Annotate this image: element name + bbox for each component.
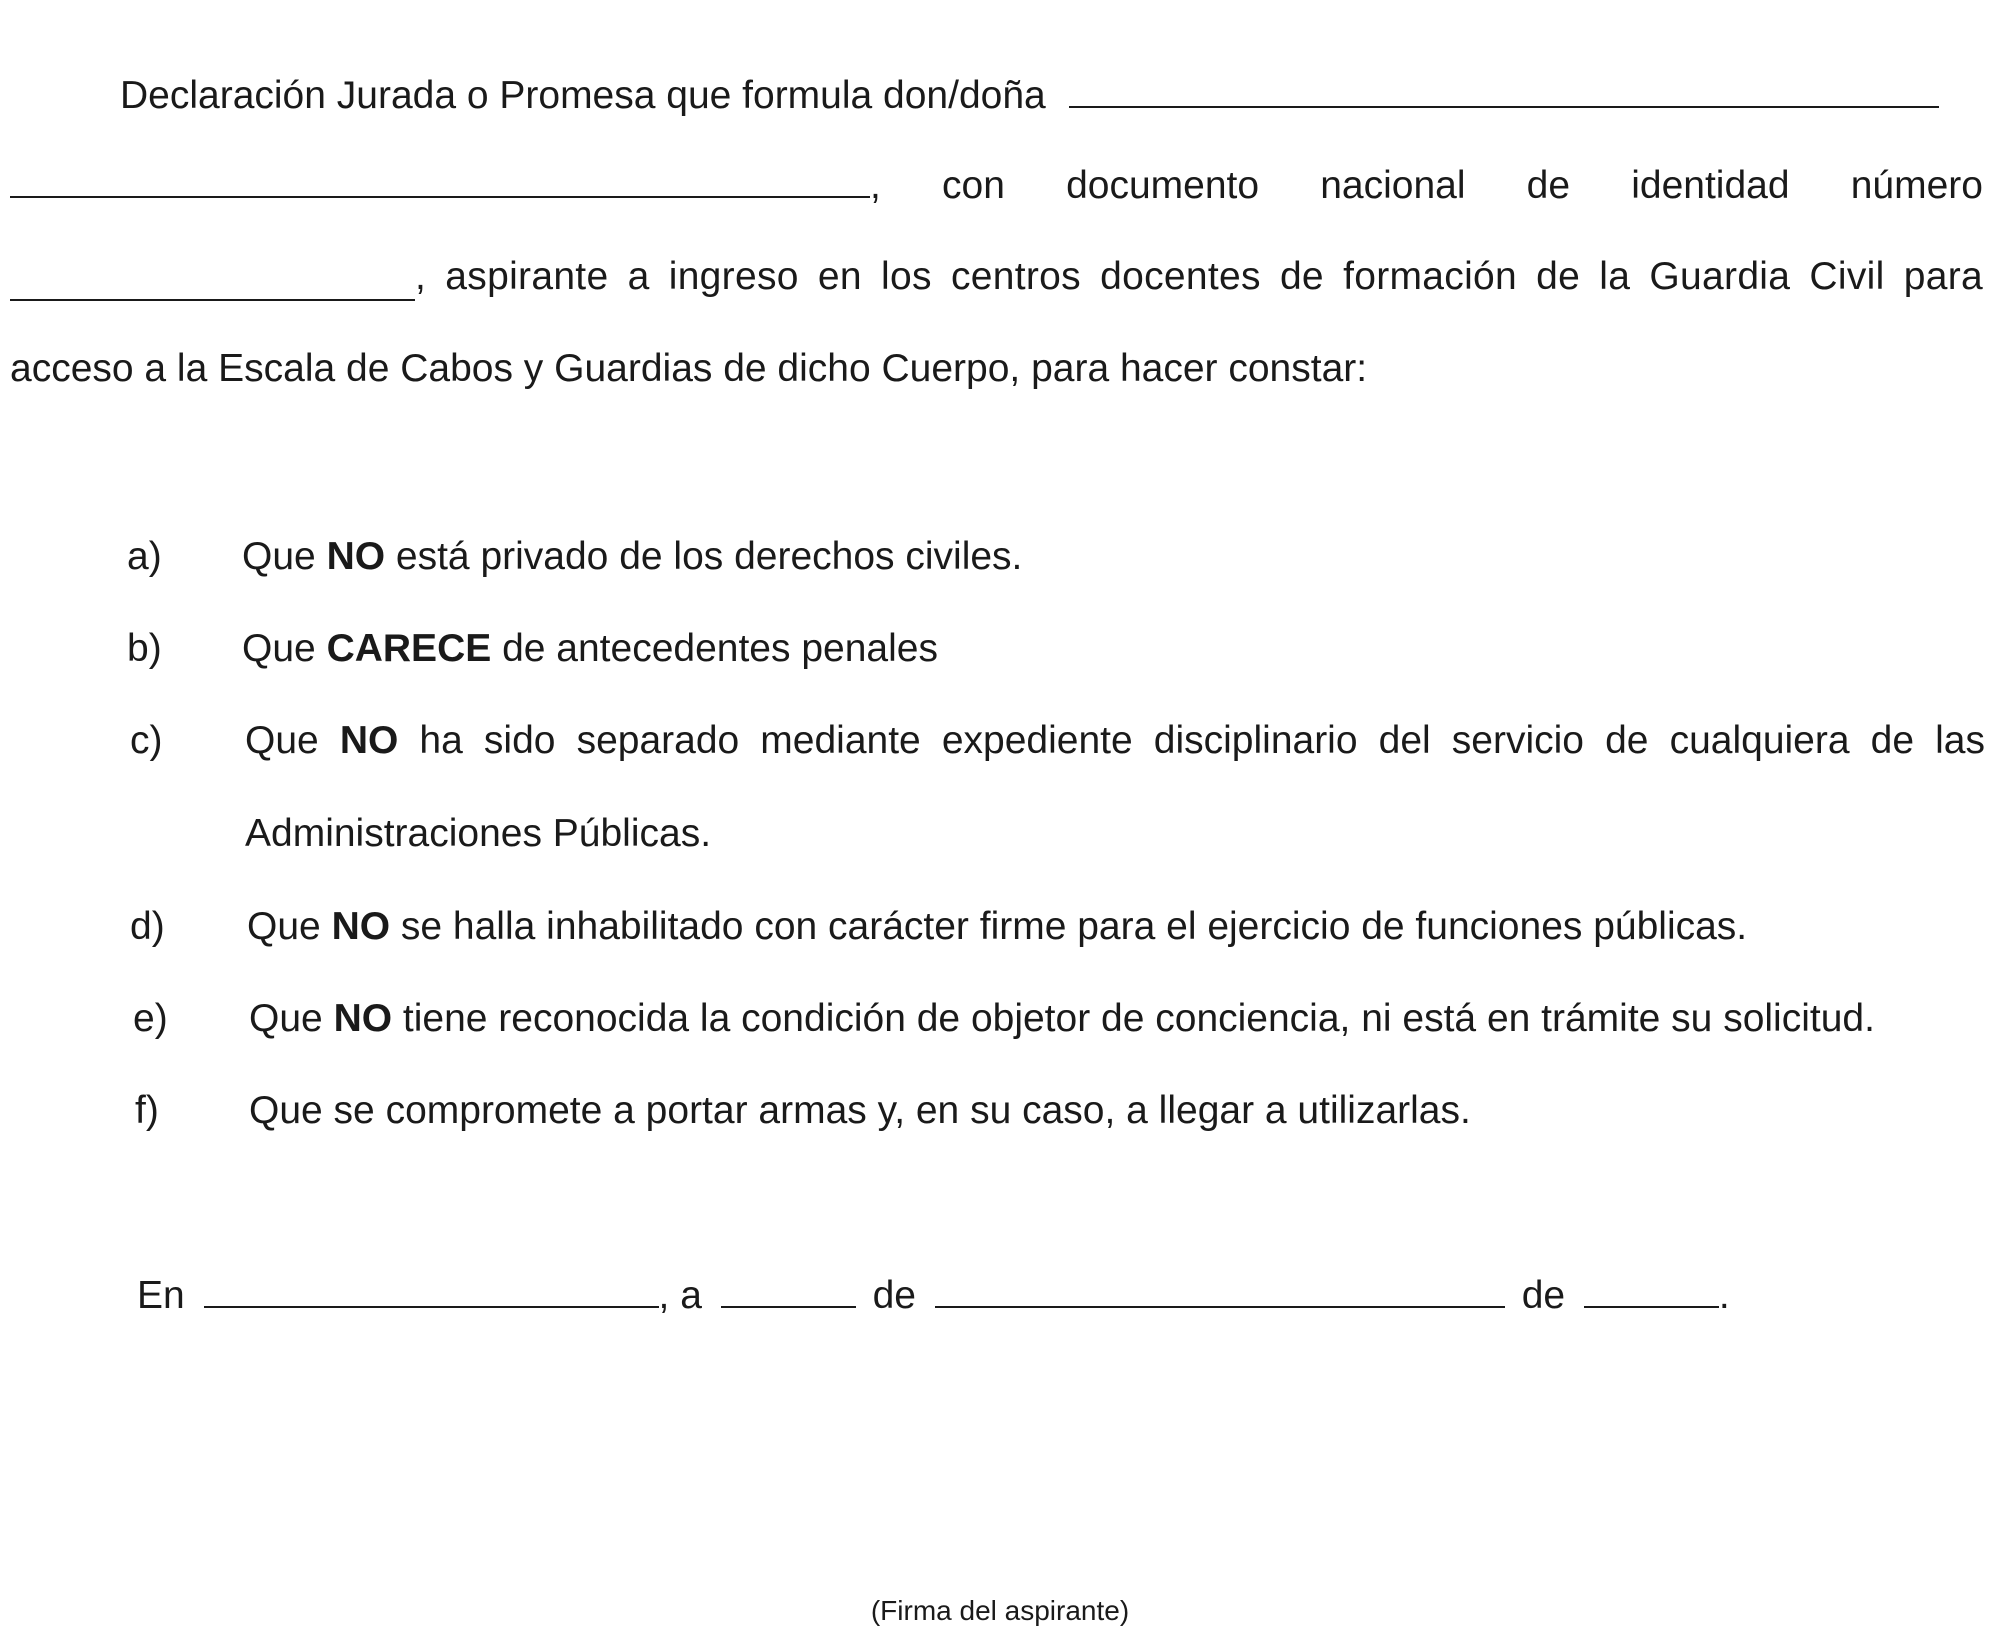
item-d-pre: Que [247,905,332,948]
item-b-text [242,625,938,673]
label-de-2: de [1521,1274,1566,1317]
item-e-letter: e) [133,997,168,1040]
label-a: , a [658,1274,702,1317]
item-d-post: se halla inhabilitado con carácter firme para el ejercicio de funciones públicas. [390,905,1748,948]
item-d-bold: NO [331,905,391,948]
intro-text-4: acceso a la Escala de Cabos y Guardias de dicho Cuerpo, para hacer constar: [10,347,1368,390]
intro-line-3 [10,253,1983,301]
item-e-text [249,995,1875,1043]
word-identidad: identidad [1631,164,1790,207]
item-e-post: tiene reconocida la condición de objetor de conciencia, ni está en trámite su solicitud. [392,997,1875,1040]
item-d-letter: d) [130,905,165,948]
item-d-text [247,903,1747,951]
item-c-pre: Que [245,719,340,762]
item-e-pre: Que [249,997,334,1040]
item-a-pre: Que [242,535,327,578]
item-c-continuation: Administraciones Públicas. [245,812,712,855]
day-field[interactable] [721,1270,856,1308]
label-de-1: de [872,1274,916,1317]
word-nacional: nacional [1320,164,1466,207]
intro-line-1 [120,70,1939,120]
item-b-pre: Que [242,627,327,670]
word-documento: documento [1066,164,1260,207]
item-b-post: de antecedentes penales [491,627,938,670]
item-c-bold: NO [339,719,399,762]
signature-caption: (Firma del aspirante) [870,1595,1130,1626]
item-a-text [242,533,1022,581]
word-de: de [1526,164,1571,207]
item-b-bold: CARECE [326,627,492,670]
item-c-text [245,717,1985,765]
item-c-line [245,717,1985,765]
intro-text-1: Declaración Jurada o Promesa que formula don/doña [120,74,1046,117]
line2-comma: , [870,164,881,207]
name-field-continuation [10,160,881,210]
year-field[interactable] [1584,1270,1719,1308]
name-field-blank[interactable] [1069,70,1939,108]
item-b-letter: b) [127,627,162,670]
place-date-line [137,1270,1730,1320]
name-field-blank-2[interactable] [10,160,870,198]
label-en: En [137,1274,185,1317]
label-end: . [1718,1274,1730,1317]
intro-line-2 [10,160,1983,210]
item-c-post: ha sido separado mediante expediente disciplinario del servicio de cualquiera de las [398,719,1985,762]
item-a-bold: NO [326,535,386,578]
item-a-post: está privado de los derechos civiles. [385,535,1023,578]
place-field[interactable] [204,1270,659,1308]
intro-text-3: , aspirante a ingreso en los centros docentes de formación de la Guardia Civil para [415,255,1983,298]
word-numero: número [1850,164,1983,207]
item-f-post: Que se compromete a portar armas y, en su caso, a llegar a utilizarlas. [249,1089,1471,1132]
item-a-letter: a) [127,535,162,578]
item-f-letter: f) [135,1089,159,1132]
item-f-text [249,1087,1471,1135]
item-e-bold: NO [333,997,393,1040]
intro-line-4 [10,345,1367,393]
month-field[interactable] [935,1270,1505,1308]
item-c-letter: c) [130,719,163,762]
dni-field-blank[interactable] [10,263,415,301]
word-con: con [942,164,1005,207]
